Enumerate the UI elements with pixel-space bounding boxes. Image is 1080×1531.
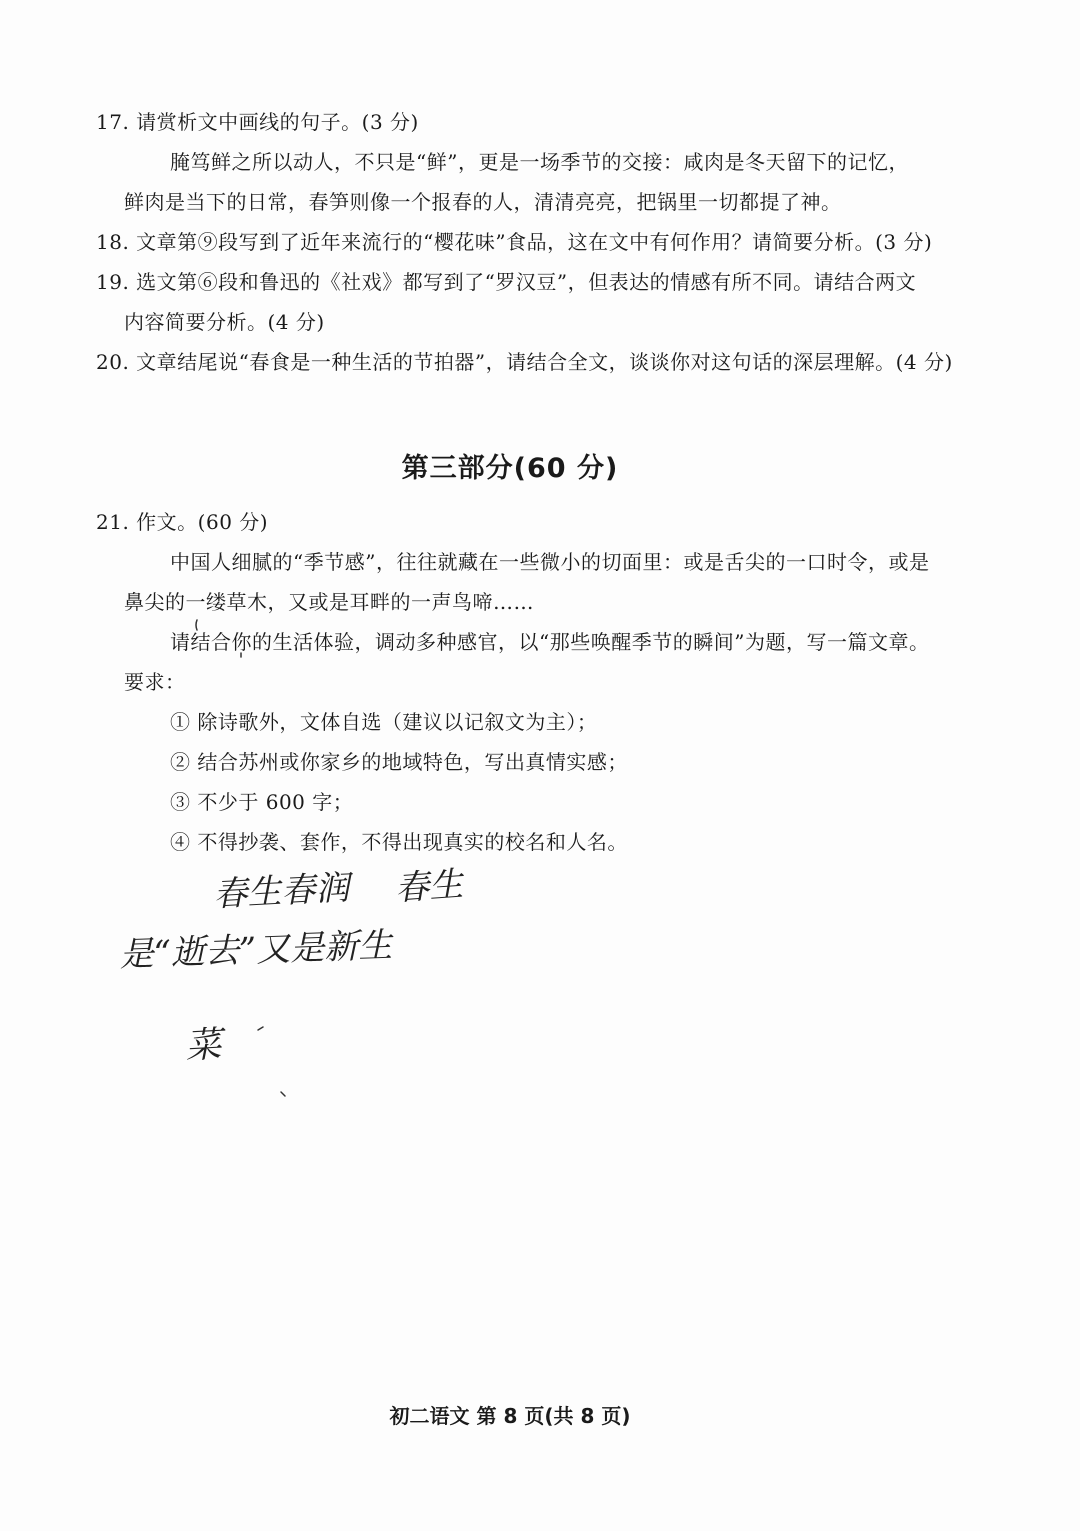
question-19-line-1: 19. 选文第⑥段和鲁迅的《社戏》都写到了“罗汉豆”，但表达的情感有所不同。请结合两文 <box>96 270 917 294</box>
question-17-prompt: 17. 请赏析文中画线的句子。(3 分) <box>96 110 419 134</box>
question-17-quote-line-2: 鲜肉是当下的日常，春笋则像一个报春的人，清清亮亮，把锅里一切都提了神。 <box>124 190 842 214</box>
section-title: 第三部分(60 分) <box>401 453 619 484</box>
requirement-item: ③ 不少于 600 字； <box>170 790 354 814</box>
question-19-line-2: 内容简要分析。(4 分) <box>124 310 325 334</box>
question-20-prompt: 20. 文章结尾说“春食是一种生活的节拍器”，请结合全文，谈谈你对这句话的深层理解。(4 分) <box>96 350 953 374</box>
composition-text-line-2: 鼻尖的一缕草木，又或是耳畔的一声鸟啼…… <box>124 590 534 614</box>
handwritten-note-line-2: 春生 <box>393 864 465 909</box>
pen-mark <box>258 1027 263 1030</box>
requirement-item: ① 除诗歌外，文体自选（建议以记叙文为主）； <box>170 710 598 734</box>
pen-mark <box>281 1092 285 1096</box>
composition-text-line-3: 请结合你的生活体验，调动多种感官，以“那些唤醒季节的瞬间”为题，写一篇文章。 <box>170 630 930 654</box>
handwritten-note-line-3: 是“逝去”又是新生 <box>118 925 393 975</box>
handwritten-note-line-4: 菜 <box>184 1024 223 1067</box>
composition-prompt: 21. 作文。(60 分) <box>96 510 269 534</box>
composition-text-line-1: 中国人细腻的“季节感”，往往就藏在一些微小的切面里：或是舌尖的一口时令，或是 <box>170 550 930 574</box>
requirement-item: ④ 不得抄袭、套作，不得出现真实的校名和人名。 <box>170 830 628 854</box>
handwritten-note-line-1: 春生春润 <box>212 867 351 915</box>
page-footer: 初二语文 第 8 页(共 8 页) <box>389 1404 631 1428</box>
question-18-prompt: 18. 文章第⑨段写到了近年来流行的“樱花味”食品，这在文中有何作用？请简要分析。(3 分) <box>96 230 933 254</box>
requirements-title: 要求： <box>124 670 186 694</box>
requirement-item: ② 结合苏州或你家乡的地域特色，写出真情实感； <box>170 750 628 774</box>
question-17-quote-line-1: 腌笃鲜之所以动人，不只是“鲜”，更是一场季节的交接：咸肉是冬天留下的记忆， <box>170 150 909 174</box>
